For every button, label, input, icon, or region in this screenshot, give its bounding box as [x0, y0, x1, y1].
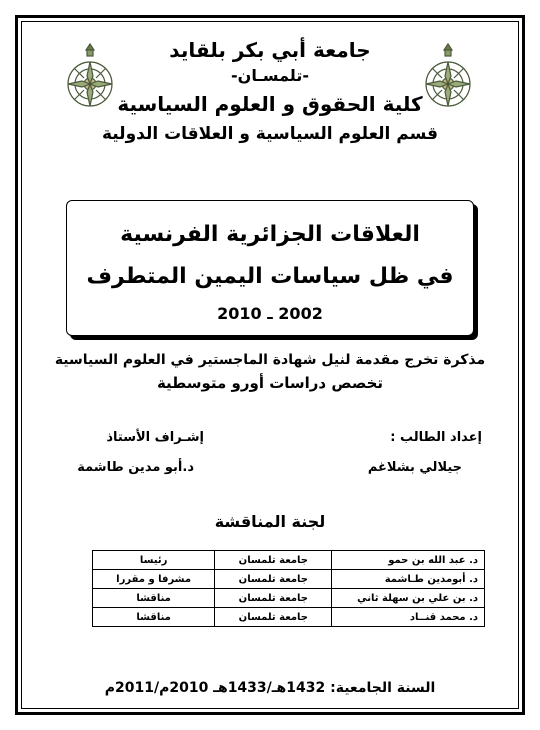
supervisor-label: إشـراف الأستاذ [106, 430, 204, 445]
committee-title: لجنة المناقشة [214, 512, 326, 531]
academic-year: السنة الجامعية: 1432هـ/1433هـ 2010م/2011م [104, 680, 436, 696]
table-row [93, 589, 485, 608]
member-university: جامعة تلمسان [215, 551, 332, 570]
table-row [93, 608, 485, 627]
thesis-years: 2002 ـ 2010 [217, 304, 323, 323]
member-role: مشرفا و مقررا [93, 570, 215, 589]
city-name: -تلمسـان- [231, 66, 309, 85]
university-name: جامعة أبي بكر بلقايد [169, 38, 371, 62]
member-university: جامعة تلمسان [215, 608, 332, 627]
memo-specialization: تخصص دراسات أورو متوسطية [156, 374, 384, 392]
member-role: مناقشا [93, 589, 215, 608]
member-role: رئيسا [93, 551, 215, 570]
faculty-name: كلية الحقوق و العلوم السياسية [117, 92, 423, 116]
thesis-title-line2: في ظل سياسات اليمين المتطرف [86, 264, 454, 289]
member-role: مناقشا [93, 608, 215, 627]
department-name: قسم العلوم السياسية و العلاقات الدولية [101, 124, 439, 144]
member-name: د. عبد الله بن حمو [332, 551, 485, 570]
member-name: د. بن علي بن سهلة ثاني [332, 589, 485, 608]
student-name: جيلالي بشلاغم [367, 460, 462, 475]
member-name: د. محمد قنــاد [332, 608, 485, 627]
member-name: د. أبومدين طـاشمة [332, 570, 485, 589]
member-university: جامعة تلمسان [215, 589, 332, 608]
member-university: جامعة تلمسان [215, 570, 332, 589]
supervisor-name: د.أبو مدين طاشمة [77, 460, 194, 475]
memo-description: مذكرة تخرج مقدمة لنيل شهادة الماجستير في العلوم السياسية [54, 352, 486, 368]
student-label: إعداد الطالب : [390, 430, 482, 445]
table-row [93, 570, 485, 589]
committee-table [92, 550, 485, 627]
table-row [93, 551, 485, 570]
thesis-title-line1: العلاقات الجزائرية الفرنسية [120, 222, 420, 247]
